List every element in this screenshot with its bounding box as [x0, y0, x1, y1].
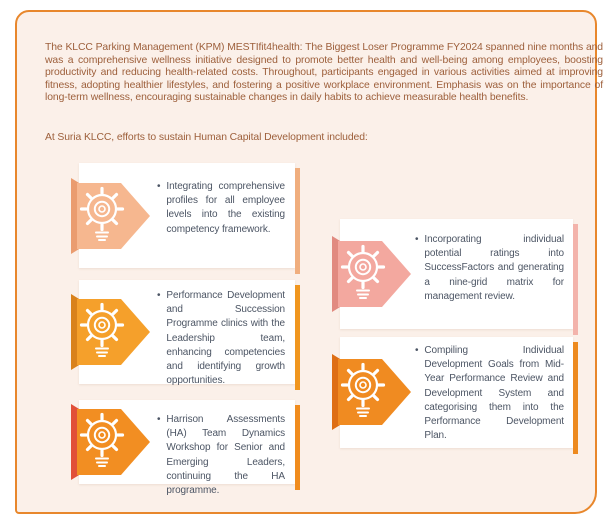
subheading: At Suria KLCC, efforts to sustain Human Capital Development included:: [45, 132, 368, 143]
card-text-body: Harrison Assessments (HA) Team Dynamics Workshop for Senior and Emerging Leaders, continuing the HA programme.: [166, 414, 285, 497]
bullet: •: [157, 181, 161, 192]
intro-paragraph: The KLCC Parking Management (KPM) MESTIfit4health: The Biggest Loser Programme FY2024 spanned nine months and was a comprehensive wellness initiative designed to promote better health and well-being among employees, boosting productivity and reducing health-related costs. Throughout, participants engaged in various activities aimed at improving fitness, adopting healthier lifestyles, and fostering a positive workplace environment. Emphasis was on the importance of long-term wellness, encouraging sustainable changes in daily habits to achieve measurable health benefits.: [45, 42, 603, 103]
bullet: •: [415, 345, 419, 356]
bullet: •: [157, 414, 161, 425]
card-text: [415, 344, 564, 443]
content-panel: [15, 10, 603, 514]
accent-bar: [295, 168, 300, 274]
gear-lightbulb-icon: [71, 293, 153, 371]
card-text: [157, 180, 285, 237]
gear-lightbulb-icon: [71, 177, 153, 255]
card-text-body: Performance Development and Succession Programme clinics with the Leadership team, enhancing competencies and identifying growth opportunities.: [166, 290, 285, 387]
gear-lightbulb-icon: [71, 403, 153, 481]
bullet: •: [157, 290, 161, 301]
accent-bar: [295, 285, 300, 390]
bullet: •: [415, 234, 419, 245]
card-text-body: Compiling Individual Development Goals from Mid-Year Performance Review and Development System and categorising them into the Performance Development Plan.: [424, 345, 564, 442]
card-text: [415, 233, 564, 304]
accent-bar: [295, 405, 300, 490]
accent-bar: [573, 224, 578, 335]
accent-bar: [573, 342, 578, 454]
card-text-body: Incorporating individual potential ratings into SuccessFactors and generating a nine-grid matrix for management review.: [424, 234, 564, 302]
card-text: [157, 413, 285, 498]
card-text: [157, 289, 285, 388]
gear-lightbulb-icon: [332, 353, 414, 431]
card-text-body: Integrating comprehensive profiles for all employee levels into the existing competency framework.: [166, 181, 285, 235]
gear-lightbulb-icon: [332, 235, 414, 313]
